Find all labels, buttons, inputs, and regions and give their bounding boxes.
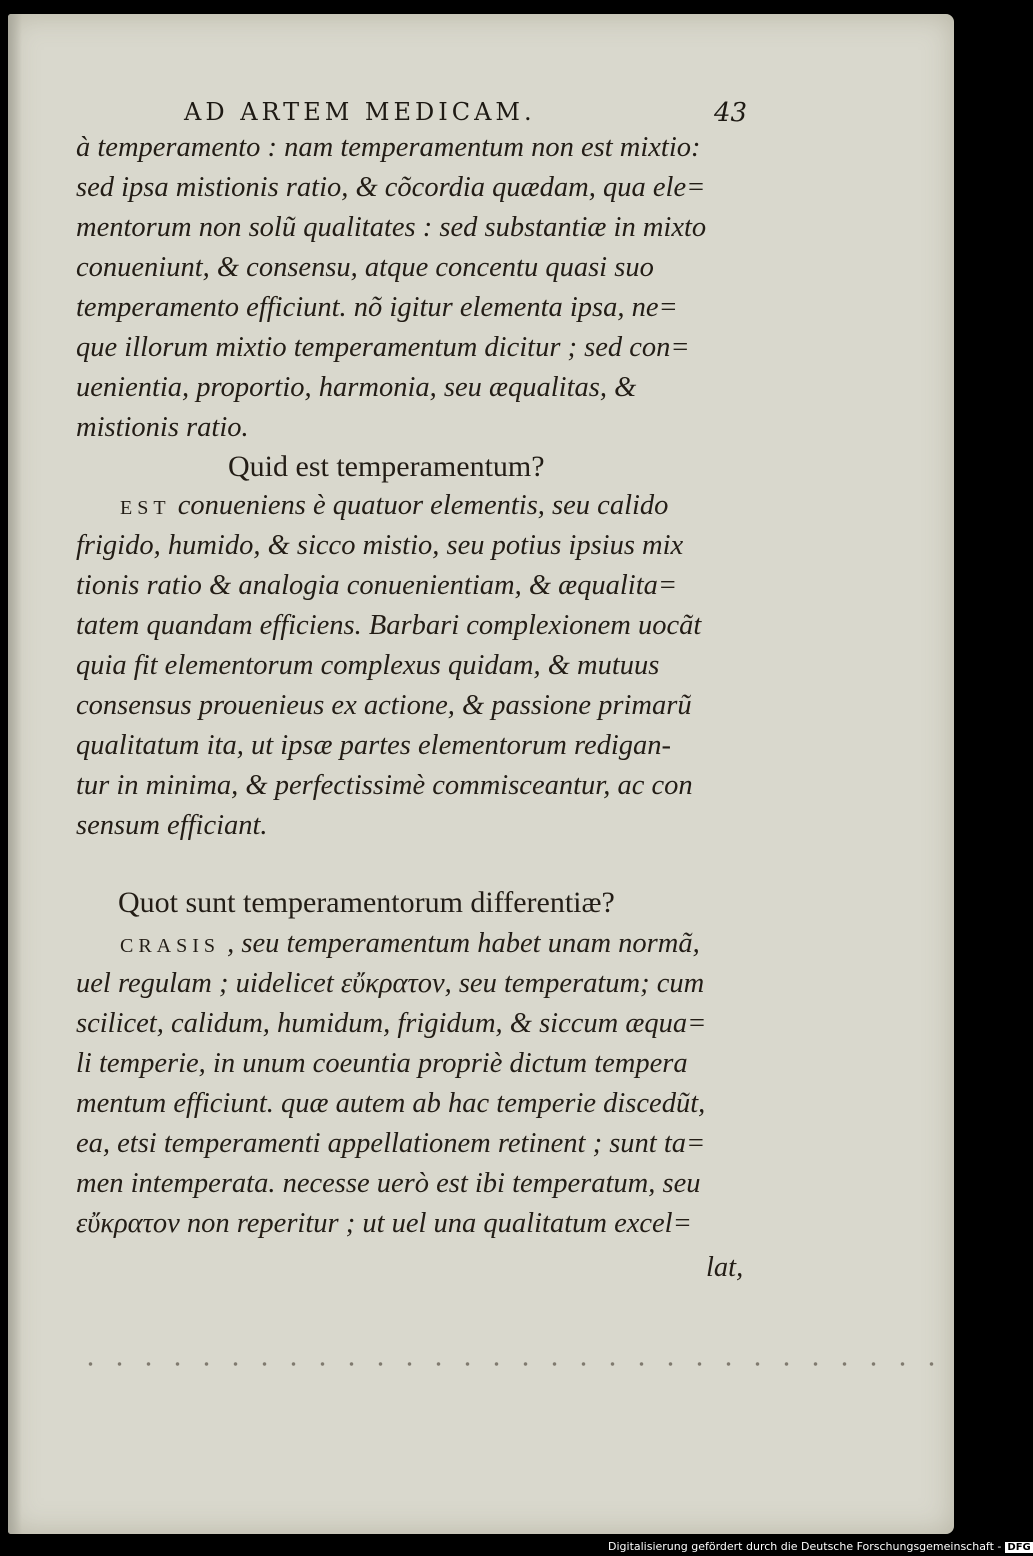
section-heading: Quot sunt temperamentorum differentiæ? bbox=[118, 886, 615, 919]
text-line: tionis ratio & analogia conuenientiam, & æqualita= bbox=[76, 570, 678, 601]
text-line: consensus prouenieus ex actione, & passione primarũ bbox=[76, 690, 692, 721]
section-heading: Quid est temperamentum? bbox=[228, 450, 545, 483]
text-line: frigido, humido, & sicco mistio, seu potius ipsius mix bbox=[76, 530, 684, 561]
catchword: lat, bbox=[706, 1252, 744, 1283]
text-line bbox=[120, 490, 820, 522]
lead-word: CRASIS bbox=[120, 935, 221, 957]
text-line: men intemperata. necesse uerò est ibi temperatum, seu bbox=[76, 1168, 701, 1199]
text-line: εὔκρατον non reperitur ; ut uel una qualitatum excel= bbox=[76, 1208, 692, 1239]
text-line-body: , seu temperamentum habet unam normã, bbox=[227, 928, 700, 959]
text-line: li temperie, in unum coeuntia propriè dictum tempera bbox=[76, 1048, 688, 1079]
text-line: quia fit elementorum complexus quidam, & mutuus bbox=[76, 650, 660, 681]
text-line: uel regulam ; uidelicet εὔκρατον, seu temperatum; cum bbox=[76, 968, 705, 999]
page-number: 43 bbox=[714, 98, 748, 128]
dotted-divider bbox=[76, 1362, 956, 1366]
text-line: conueniunt, & consensu, atque concentu quasi suo bbox=[76, 252, 654, 283]
text-line: ea, etsi temperamenti appellationem retinent ; sunt ta= bbox=[76, 1128, 706, 1159]
text-line: mistionis ratio. bbox=[76, 412, 249, 443]
text-line: à temperamento : nam temperamentum non est mixtio: bbox=[76, 132, 701, 163]
credit-text: Digitalisierung gefördert durch die Deutsche Forschungsgemeinschaft - bbox=[608, 1540, 1002, 1553]
text-line: tatem quandam efficiens. Barbari complexionem uocãt bbox=[76, 610, 702, 641]
text-line: scilicet, calidum, humidum, frigidum, & siccum æqua= bbox=[76, 1008, 707, 1039]
text-line: mentum efficiunt. quæ autem ab hac temperie discedũt, bbox=[76, 1088, 706, 1119]
text-line: sensum efficiant. bbox=[76, 810, 268, 841]
text-line-body: conueniens è quatuor elementis, seu calido bbox=[177, 490, 669, 521]
text-line: uenientia, proportio, harmonia, seu æqualitas, & bbox=[76, 372, 637, 403]
text-line: tur in minima, & perfectissimè commisceantur, ac con bbox=[76, 770, 693, 801]
text-line bbox=[120, 928, 820, 960]
dfg-logo: DFG bbox=[1007, 1542, 1031, 1553]
text-line: mentorum non solũ qualitates : sed substantiæ in mixto bbox=[76, 212, 707, 243]
text-line: sed ipsa mistionis ratio, & cõcordia quædam, qua ele= bbox=[76, 172, 706, 203]
lead-word: EST bbox=[120, 497, 171, 519]
text-line: qualitatum ita, ut ipsæ partes elementorum redigan- bbox=[76, 730, 672, 761]
book-page bbox=[8, 14, 954, 1534]
running-head: AD ARTEM MEDICAM. bbox=[184, 98, 536, 126]
text-line: temperamento efficiunt. nõ igitur elementa ipsa, ne= bbox=[76, 292, 678, 323]
page-gutter-shadow bbox=[8, 14, 22, 1534]
digitization-credit bbox=[608, 1540, 1033, 1553]
text-line: que illorum mixtio temperamentum dicitur ; sed con= bbox=[76, 332, 690, 363]
